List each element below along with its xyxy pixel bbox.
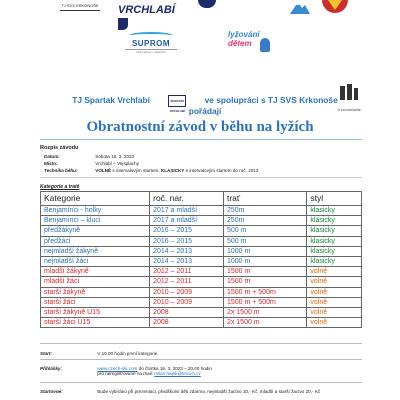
style-cell: klasicky	[307, 216, 362, 226]
category-cell: starší žákyně	[41, 287, 150, 297]
vrchlabi-logo	[118, 0, 176, 14]
birth-year-cell: 2016 – 2015	[150, 226, 224, 236]
mountain-logo-icon	[290, 0, 310, 14]
track-cell: 250m	[223, 216, 306, 226]
style-cell: volně	[307, 277, 362, 287]
tj-svs-top-logo-text: TJ SVS KRKONOŠE	[61, 3, 99, 8]
birth-year-cell: 2010 – 2009	[150, 287, 224, 297]
track-cell: 2x 1500 m	[223, 318, 306, 328]
footer-value	[97, 366, 357, 376]
table-row	[41, 256, 362, 266]
svs-krkonose-logo	[337, 84, 361, 112]
birth-year-cell: 2017 a mladší	[150, 216, 224, 226]
style-cell: klasicky	[307, 256, 362, 266]
category-cell: starší žákyně U15	[41, 307, 150, 317]
info-label: Technika běhu:	[44, 168, 78, 173]
footer-label: Start:	[40, 351, 52, 356]
table-row	[41, 267, 362, 277]
category-cell: mladší žákyně	[41, 267, 150, 277]
track-cell: 500 m	[223, 236, 306, 246]
page-title: Obratnostní závod v běhu na lyžích	[86, 119, 314, 135]
category-cell: nejmladší žákyně	[41, 246, 150, 256]
birth-year-cell: 2008	[150, 307, 224, 317]
footer-row-prihlasky	[40, 366, 357, 376]
title-divider	[40, 139, 362, 140]
info-row-technika	[44, 168, 258, 173]
suprom-wave-icon	[129, 32, 173, 39]
info-row-datum	[44, 154, 134, 159]
categories-heading: Kategorie a tratě	[40, 184, 80, 190]
info-row-misto	[44, 161, 139, 166]
birth-year-cell: 2014 – 2013	[150, 256, 224, 266]
table-row	[41, 236, 362, 246]
categories-table	[40, 191, 362, 328]
organizer-left: TJ Spartak Vrchlabí	[72, 95, 150, 105]
badge-logo-icon	[198, 0, 216, 8]
spartak-inline-logo	[152, 95, 202, 114]
table-row	[41, 226, 362, 236]
lyzovani-logo-line1: lyžování	[228, 30, 260, 39]
table-header-row	[41, 192, 362, 206]
footer-label: Startovné:	[40, 389, 63, 394]
style-cell: volně	[307, 318, 362, 328]
info-value: Sobota 18. 3. 2023	[95, 154, 135, 159]
style-cell: klasicky	[307, 206, 362, 216]
rozpis-heading: Rozpis závodu	[40, 145, 79, 151]
info-value-part: s intervalovým startem do roč. 2013	[184, 168, 259, 173]
footer-divider	[40, 382, 362, 383]
style-cell: klasicky	[307, 226, 362, 236]
registration-email-link[interactable]: milan.hajek@tima-h.cz	[154, 371, 201, 376]
lyzovani-detem-logo	[228, 30, 272, 62]
info-value-bold: KLASICKY	[160, 168, 185, 173]
spartak-inline-logo-text: SPARTAK VRCHLABÍ	[168, 95, 186, 107]
footer-row-start	[40, 351, 357, 356]
category-cell: předžáci	[41, 236, 150, 246]
footer-value: V 10.00 hodin první kategorie.	[97, 351, 159, 356]
footer-row-startovne	[40, 389, 357, 394]
birth-year-cell: 2016 – 2015	[150, 236, 224, 246]
category-cell: starší žáci U15	[41, 318, 150, 328]
registration-link[interactable]: www.czech-ski.com	[97, 366, 138, 371]
birth-year-cell: 2017 a mladší	[150, 206, 224, 216]
category-cell: předžákyně	[41, 226, 150, 236]
info-label: Datum:	[44, 154, 60, 159]
column-header: Kategorie	[41, 192, 150, 206]
section-divider	[40, 177, 362, 178]
track-cell: 1500 m	[223, 267, 306, 277]
track-cell: 2x 1500 m	[223, 307, 306, 317]
track-cell: 250m	[223, 206, 306, 216]
track-cell: 500 m	[223, 226, 306, 236]
column-header: trať	[223, 192, 306, 206]
footer-value-part: pro neregistrované na mail:	[97, 371, 155, 376]
lyzovani-logo-line2: dětem	[228, 39, 252, 48]
vrchlabi-logo-text: VRCHLABÍ	[118, 4, 175, 16]
footer-divider	[40, 343, 362, 344]
suprom-logo	[125, 32, 177, 58]
svs-krkonose-logo-text: TJ SVS KRKONOŠE	[337, 109, 361, 112]
track-cell: 1000 m	[223, 256, 306, 266]
style-cell: klasicky	[307, 236, 362, 246]
style-cell: volně	[307, 267, 362, 277]
suprom-logo-name: SUPROM	[131, 39, 171, 48]
info-value-bold: VOLNĚ	[95, 168, 112, 173]
category-cell: Benjamínci – kluci	[41, 216, 150, 226]
birth-year-cell: 2012 – 2011	[150, 277, 224, 287]
track-cell: 1000 m	[223, 246, 306, 256]
table-row	[41, 216, 362, 226]
style-cell: klasicky	[307, 246, 362, 256]
tj-svs-top-logo	[60, 0, 100, 11]
track-cell: 1500 m + 500m	[223, 297, 306, 307]
birth-year-cell: 2012 – 2011	[150, 267, 224, 277]
column-header: styl	[307, 192, 362, 206]
table-row	[41, 206, 362, 216]
birth-year-cell: 2008	[150, 318, 224, 328]
skier-figure-icon	[260, 38, 270, 52]
birth-year-cell: 2014 – 2013	[150, 246, 224, 256]
info-value	[95, 168, 258, 173]
footer-value-part: do čtvrtka 16. 3. 2023 – 20.00 hodin	[137, 366, 212, 371]
vrchlabi-logo-mark-icon	[118, 18, 128, 30]
info-value: Vrchlabí – Vejsplachy	[95, 161, 140, 166]
footer-value: Bude vybíráno při prezentaci, předškolní děti zdarma, nejmladší žactvo 10,- Kč, mladší a starší žactvo 20,- Kč	[97, 389, 321, 394]
table-row	[41, 318, 362, 328]
category-cell: mladší žáci	[41, 277, 150, 287]
organizer-right: ve spolupráci s TJ SVS Krkonoše	[204, 95, 338, 105]
category-cell: starší žáci	[41, 297, 150, 307]
footer-label: Přihlášky:	[40, 366, 62, 371]
style-cell: volně	[307, 307, 362, 317]
organizer-line	[60, 95, 350, 116]
track-cell: 1500 m + 500m	[223, 287, 306, 297]
category-cell: nejmladší žáci	[41, 256, 150, 266]
style-cell: volně	[307, 297, 362, 307]
table-row	[41, 287, 362, 297]
birth-year-cell: 2010 – 2009	[150, 297, 224, 307]
table-row	[41, 307, 362, 317]
club-emblem-icon	[320, 0, 350, 16]
info-value-part: s intervalovým startem,	[111, 168, 161, 173]
table-row	[41, 297, 362, 307]
table-row	[41, 246, 362, 256]
organizer-verb: pořádají	[188, 106, 222, 117]
style-cell: volně	[307, 287, 362, 297]
category-cell: Benjamínci - holky	[41, 206, 150, 216]
table-row	[41, 277, 362, 287]
suprom-logo-subtitle: Váš partner v plastech	[125, 49, 177, 54]
footer-divider	[40, 359, 362, 360]
column-header: roč. nar.	[150, 192, 224, 206]
track-cell: 1500 m	[223, 277, 306, 287]
info-label: Místo:	[44, 161, 58, 166]
